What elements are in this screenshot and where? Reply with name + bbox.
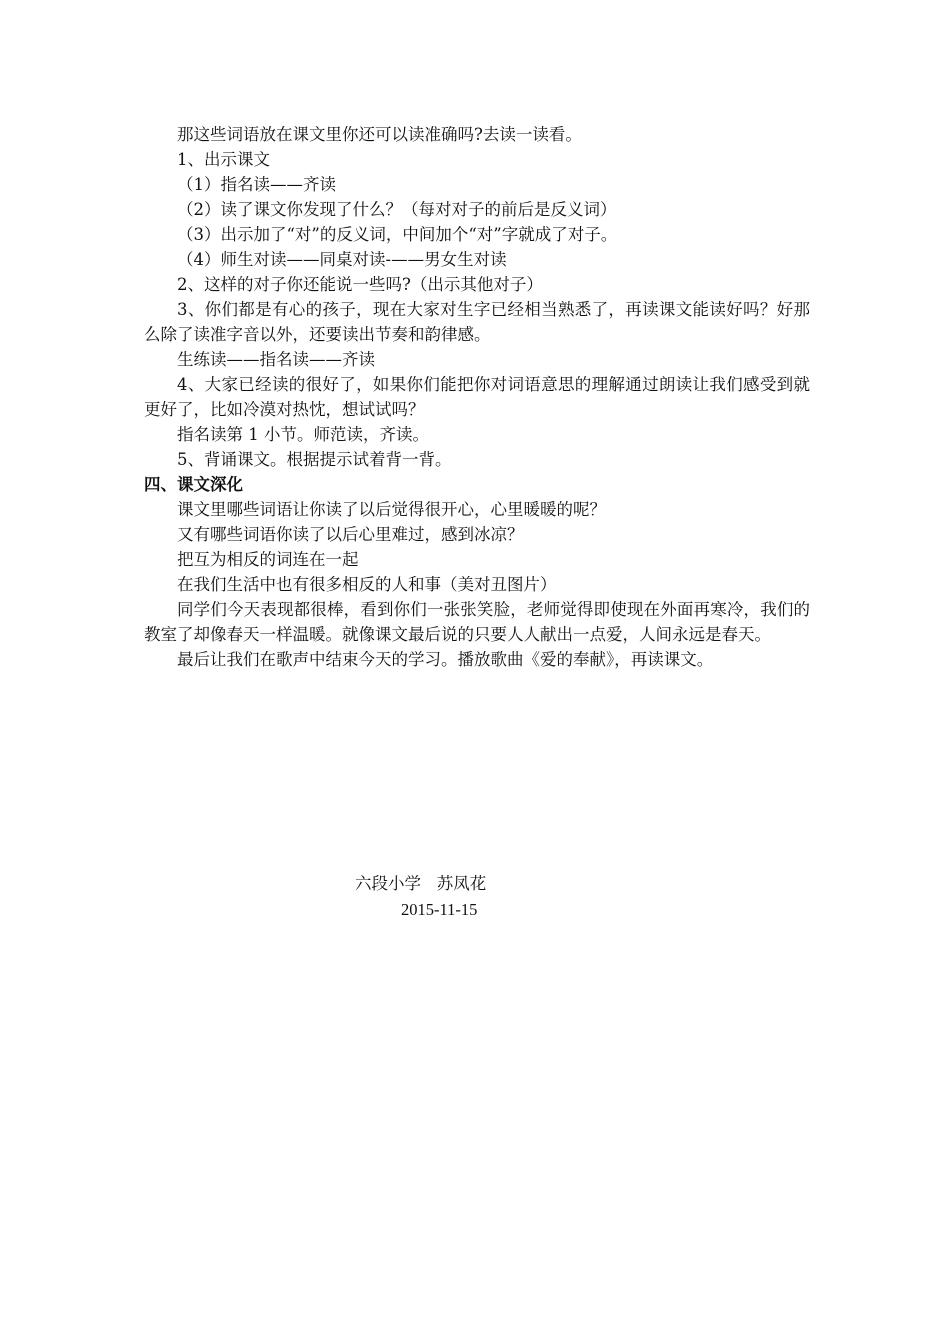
paragraph: 1、出示课文 bbox=[177, 150, 270, 169]
paragraph: 又有哪些词语你读了以后心里难过，感到冰凉？ bbox=[177, 525, 524, 544]
paragraph: 生练读——指名读——齐读 bbox=[177, 350, 375, 369]
paragraph: 在我们生活中也有很多相反的人和事（美对丑图片） bbox=[177, 575, 557, 594]
paragraph: 同学们今天表现都很棒，看到你们一张张笑脸，老师觉得即使现在外面再寒冷，我们的教室了却像春天一样温暖。就像课文最后说的只要人人献出一点爱，人间永远是春天。 bbox=[144, 600, 810, 644]
paragraph: （2）读了课文你发现了什么？（每对对子的前后是反义词） bbox=[177, 200, 617, 219]
section-heading: 四、课文深化 bbox=[144, 475, 243, 494]
paragraph: 最后让我们在歌声中结束今天的学习。播放歌曲《爱的奉献》，再读课文。 bbox=[177, 650, 714, 669]
paragraph: 4、大家已经读的很好了，如果你们能把你对词语意思的理解通过朗读让我们感受到就更好了，比如冷漠对热忱，想试试吗？ bbox=[144, 375, 810, 419]
paragraph: （4）师生对读——同桌对读-——男女生对读 bbox=[177, 250, 507, 269]
paragraph: 那这些词语放在课文里你还可以读准确吗?去读一读看。 bbox=[177, 125, 582, 144]
paragraph: 3、你们都是有心的孩子，现在大家对生字已经相当熟悉了，再读课文能读好吗？好那么除了读准字音以外，还要读出节奏和韵律感。 bbox=[144, 300, 810, 344]
paragraph: （1）指名读——齐读 bbox=[177, 175, 336, 194]
paragraph: 把互为相反的词连在一起 bbox=[177, 550, 359, 569]
signature-school-author: 六段小学 苏凤花 bbox=[355, 874, 487, 893]
paragraph: 5、背诵课文。根据提示试着背一背。 bbox=[177, 450, 452, 469]
paragraph: （3）出示加了“对”的反义词，中间加个“对”字就成了对子。 bbox=[177, 225, 618, 244]
paragraph: 课文里哪些词语让你读了以后觉得很开心，心里暖暖的呢？ bbox=[177, 500, 606, 519]
signature-date: 2015-11-15 bbox=[401, 900, 478, 919]
paragraph: 指名读第 1 小节。师范读，齐读。 bbox=[177, 425, 429, 444]
document-body bbox=[144, 122, 810, 672]
paragraph: 2、这样的对子你还能说一些吗?（出示其他对子） bbox=[177, 275, 543, 294]
